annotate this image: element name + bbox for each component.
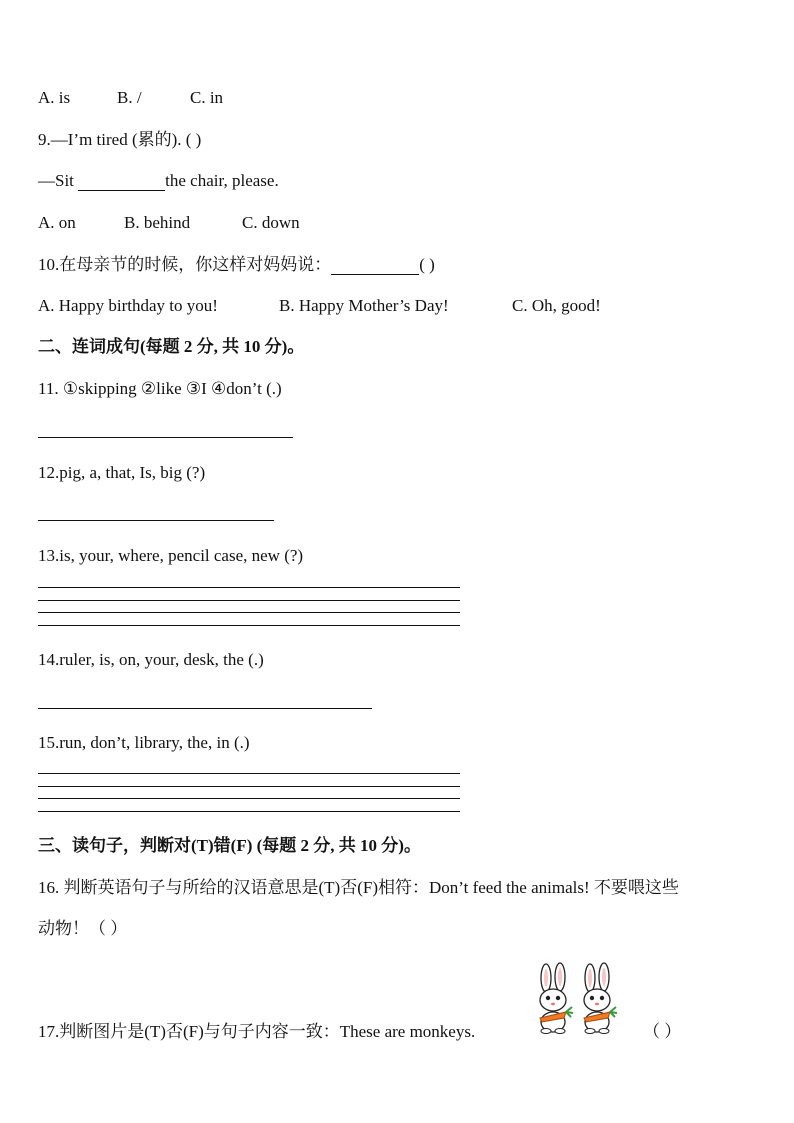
q12-text: 12.pig, a, that, Is, big (?)	[38, 463, 206, 482]
q10-paren: ( )	[419, 255, 435, 274]
q15-answer-line-2[interactable]	[38, 786, 460, 787]
q13-answer-line-2[interactable]	[38, 600, 460, 601]
q8-options	[38, 88, 223, 108]
q17-paren: （ ）	[643, 1022, 682, 1041]
q15-text: 15.run, don’t, library, the, in (.)	[38, 733, 250, 752]
q13-answer-line-4[interactable]	[38, 625, 460, 626]
section-3-title: 三、读句子，判断对(T)错(F) (每题 2 分, 共 10 分)。	[38, 836, 421, 855]
q13-text: 13.is, your, where, pencil case, new (?)	[38, 546, 304, 565]
q10-option-a: A. Happy birthday to you!	[38, 296, 218, 315]
q9-option-a: A. on	[38, 213, 76, 232]
q9-prompt-end: the chair, please.	[165, 171, 279, 190]
section-2-title: 二、连词成句(每题 2 分, 共 10 分)。	[38, 337, 305, 356]
q12-answer-line[interactable]	[38, 520, 274, 521]
q14-answer-line[interactable]	[38, 708, 372, 709]
q13-answer-line-3[interactable]	[38, 612, 460, 613]
q17-text: 17.判断图片是(T)否(F)与句子内容一致：These are monkeys.	[38, 1022, 476, 1041]
q10-stem-text: 10.在母亲节的时候，你这样对妈妈说：	[38, 255, 332, 274]
q13-answer-line-1[interactable]	[38, 587, 460, 588]
q9-option-c: C. down	[242, 213, 300, 232]
q16-line-2: 动物！（ ）	[38, 919, 128, 938]
q8-option-a: A. is	[38, 88, 71, 107]
q15-answer-line-3[interactable]	[38, 798, 460, 799]
q10-options	[38, 296, 601, 316]
q11-answer-line[interactable]	[38, 437, 293, 438]
q9-prompt-start: —Sit	[38, 171, 79, 190]
q9-stem: 9.—I’m tired (累的). ( )	[38, 130, 202, 149]
q14-text: 14.ruler, is, on, your, desk, the (.)	[38, 650, 264, 669]
q9-options	[38, 213, 300, 233]
q16-line-1: 16. 判断英语句子与所给的汉语意思是(T)否(F)相符：Don’t feed the animals! 不要喂这些	[38, 878, 679, 897]
q10-option-b: B. Happy Mother’s Day!	[279, 296, 449, 315]
q15-answer-line-4[interactable]	[38, 811, 460, 812]
q9-blank[interactable]	[78, 174, 165, 191]
q10-stem	[38, 255, 435, 275]
q9-option-b: B. behind	[124, 213, 191, 232]
two-rabbits-with-carrots-icon	[530, 962, 622, 1034]
q10-blank[interactable]	[331, 258, 419, 275]
q8-option-b: B. /	[117, 88, 142, 107]
q11-text: 11. ①skipping ②like ③I ④don’t (.)	[38, 379, 282, 398]
q9-prompt	[38, 171, 279, 191]
q8-option-c: C. in	[190, 88, 224, 107]
q10-option-c: C. Oh, good!	[512, 296, 601, 315]
rabbit-left	[540, 963, 573, 1034]
q15-answer-line-1[interactable]	[38, 773, 460, 774]
rabbit-right	[584, 963, 617, 1034]
